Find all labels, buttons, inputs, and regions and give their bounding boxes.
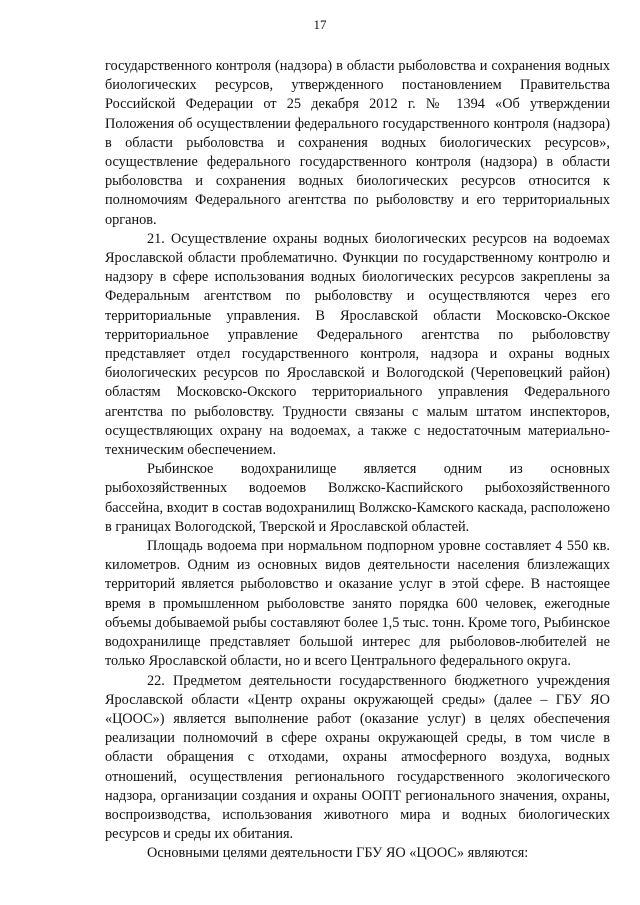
- page-number: 17: [313, 17, 327, 32]
- paragraph-rybinsk-reservoir: Рыбинское водохранилище является одним из основных рыбохозяйственных водоемов Волжско-Каспийского рыбохозяйственного бассейна, входит в состав водохранилищ Волжско-Камского каскада, расположено в границах Вологодской, Тверской и Ярославской областей.: [105, 461, 610, 535]
- paragraph-continuation: государственного контроля (надзора) в области рыболовства и сохранения водных биологических ресурсов, утвержденного постановлением Правительства Российской Федерации от 25 декабря 2012 г. № 1394 «Об утверждении Положения об осуществлении федерального государственного контроля (надзора) в области рыболовства и сохранения водных биологических ресурсов», осуществление федерального государственного контроля (надзора) в области рыболовства и сохранения водных биологических ресурсов относится к полномочиям Федерального агентства по рыболовству и его территориальных органов.: [105, 58, 610, 228]
- paragraph-main-goals: Основными целями деятельности ГБУ ЯО «ЦООС» являются:: [147, 845, 529, 862]
- paragraph-item-22: 22. Предметом деятельности государственного бюджетного учреждения Ярославской области «Центр охраны окружающей среды» (далее – ГБУ ЯО «ЦООС») является выполнение работ (оказание услуг) в целях обеспечения реализации полномочий в сфере охраны окружающей среды, в том числе в области обращения с отходами, охраны атмосферного воздуха, водных отношений, осуществления регионального государственного экологического надзора, организации создания и охраны ООПТ регионального значения, охраны, воспроизводства, использования животного мира и водных биологических ресурсов и среды их обитания.: [105, 672, 610, 843]
- document-body: [105, 57, 610, 864]
- paragraph-reservoir-area: Площадь водоема при нормальном подпорном уровне составляет 4 550 кв. километров. Одним из основных видов деятельности населения близлежащих территорий является рыболовство и оказание услуг в этой сфере. В настоящее время в промышленном рыболовстве занято порядка 600 человек, ежегодные объемы добываемой рыбы составляют более 1,5 тыс. тонн. Кроме того, Рыбинское водохранилище представляет большой интерес для рыболовов-любителей не только Ярославской области, но и всего Центрального федерального округа.: [105, 538, 610, 670]
- paragraph-item-21: 21. Осуществление охраны водных биологических ресурсов на водоемах Ярославской области проблематично. Функции по государственному контролю и надзору в сфере использования водных биологических ресурсов закреплены за Федеральным агентством по рыболовству и осуществляются через его территориальные управления. В Ярославской области Московско-Окское территориальное управление Федерального агентства по рыболовству представляет отдел государственного контроля, надзора и охраны водных биологических ресурсов по Ярославской и Вологодской (Череповецкий район) областям Московско-Окского территориального управления Федерального агентства по рыболовству. Трудности связаны с малым штатом инспекторов, осуществляющих охрану на водоемах, а также с недостаточным материально-техническим обеспечением.: [105, 230, 610, 459]
